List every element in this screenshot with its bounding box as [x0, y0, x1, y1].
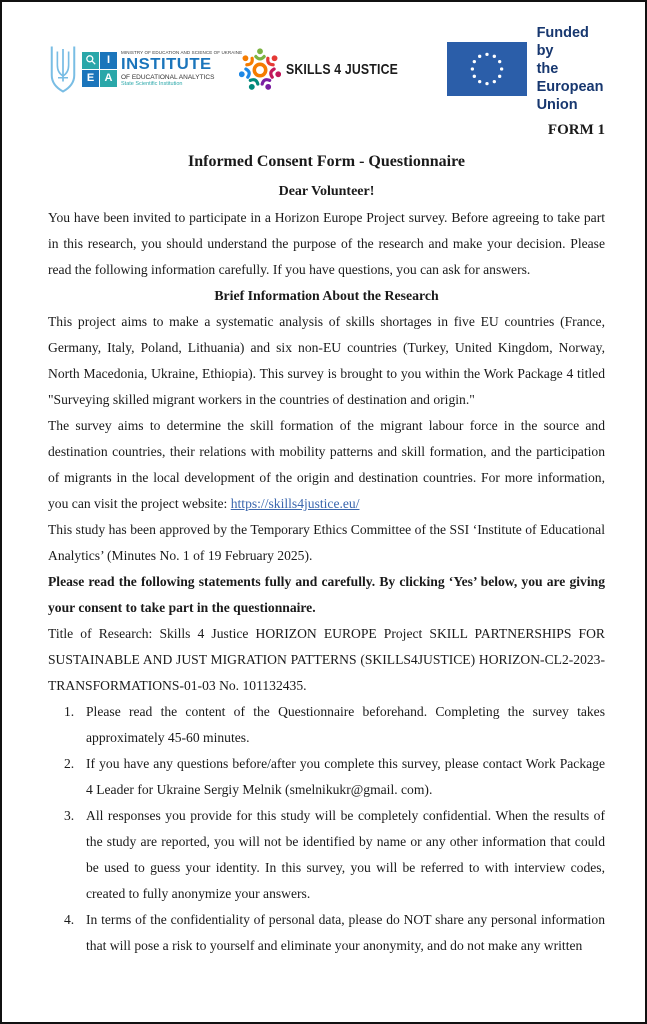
list-item-number: 1. — [64, 704, 75, 719]
eu-funding-logo — [447, 24, 605, 115]
survey-paragraph — [48, 413, 605, 517]
list-item-number: 2. — [64, 756, 75, 771]
institute-name: INSTITUTE — [121, 55, 212, 73]
consent-statement: Please read the following statements fully and carefully. By clicking ‘Yes’ below, you are giving your consent to take part in the questionnaire. — [48, 574, 605, 615]
ethics-paragraph: This study has been approved by the Temporary Ethics Committee of the SSI ‘Institute of Educational Analytics’ (Minutes No. 1 of 19 February 2025). — [48, 522, 605, 563]
grid-letter-i: I — [100, 52, 117, 69]
skills4justice-wordmark: SKILLS 4 JUSTICE — [286, 60, 398, 78]
research-title-paragraph: Title of Research: Skills 4 Justice HORIZON EUROPE Project SKILL PARTNERSHIPS FOR SUSTAINABLE AND JUST MIGRATION PATTERNS (SKILLS4JUSTICE) HORIZON-CL2-2023-TRANSFORMATIONS-01-03 No. 101132435. — [48, 626, 605, 693]
form-number: FORM 1 — [547, 122, 605, 138]
institute-tagline: State Scientific Institution — [121, 81, 183, 88]
list-item — [48, 803, 605, 907]
list-item-text: Please read the content of the Questionnaire beforehand. Completing the survey takes approximately 45-60 minutes. — [86, 704, 605, 745]
salutation: Dear Volunteer! — [278, 184, 375, 199]
list-item-number: 3. — [64, 808, 75, 823]
list-item-text: In terms of the confidentiality of personal data, please do NOT share any personal information that will pose a risk to yourself and eliminate your anonymity, and do not make any written — [86, 912, 605, 953]
magnifier-icon — [82, 52, 99, 69]
grid-letter-e: E — [82, 70, 99, 87]
eu-union-line: the European Union — [536, 60, 604, 114]
statements-list — [48, 699, 605, 959]
eu-funding-text — [537, 24, 605, 115]
skills4justice-logo — [239, 43, 423, 95]
project-website-link[interactable]: https://skills4justice.eu/ — [230, 496, 360, 511]
list-item-text: If you have any questions before/after you complete this survey, please contact Work Package 4 Leader for Ukraine Sergiy Melnik (smelnikukr@gmail. com). — [86, 756, 605, 797]
list-item-text: All responses you provide for this study will be completely confidential. When the results of the study are reported, you will not be identified by name or any other information that could be used to guess your identity. In this survey, you will be referred to with interview codes, created to fully anonymize your answers. — [86, 808, 605, 901]
grid-letter-a: A — [100, 70, 117, 87]
list-item-number: 4. — [64, 912, 75, 927]
logo-header — [48, 24, 605, 114]
eu-funded-by-line: Funded by — [536, 24, 589, 59]
section-heading: Brief Information About the Research — [214, 288, 439, 303]
institute-logo — [48, 43, 243, 95]
institute-grid-mark — [82, 52, 117, 87]
institute-subtitle: OF EDUCATIONAL ANALYTICS — [121, 73, 215, 81]
intro-paragraph: You have been invited to participate in a Horizon Europe Project survey. Before agreeing to take part in this research, you should understand the purpose of the research and make your decision. Please read the following information carefully. If you have questions, you can ask for answers. — [48, 210, 605, 277]
institute-logo-text — [121, 50, 243, 88]
ministry-line: MINISTRY OF EDUCATION AND SCIENCE OF UKRAINE — [121, 50, 243, 56]
skills4justice-icon — [239, 43, 281, 95]
list-item — [48, 907, 605, 959]
list-item — [48, 699, 605, 751]
project-paragraph: This project aims to make a systematic analysis of skills shortages in five EU countries (France, Germany, Italy, Poland, Lithuania) and six non-EU countries (Turkey, United Kingdom, Norway, North Macedonia, Ukraine, Ethiopia). This survey is brought to you within the Work Package 4 titled "Surveying skilled migrant workers in the countries of destination and origin." — [48, 314, 605, 407]
eu-flag-icon — [447, 42, 527, 96]
survey-paragraph-text: The survey aims to determine the skill formation of the migrant labour force in the source and destination countries, their relations with mobility patterns and skill formation, and the participation of migrants in the local development of the origin and destination countries. For more information, you can visit the project website: — [48, 418, 605, 511]
list-item — [48, 751, 605, 803]
document-title: Informed Consent Form - Questionnaire — [187, 153, 466, 170]
ukraine-trident-icon — [48, 43, 78, 95]
